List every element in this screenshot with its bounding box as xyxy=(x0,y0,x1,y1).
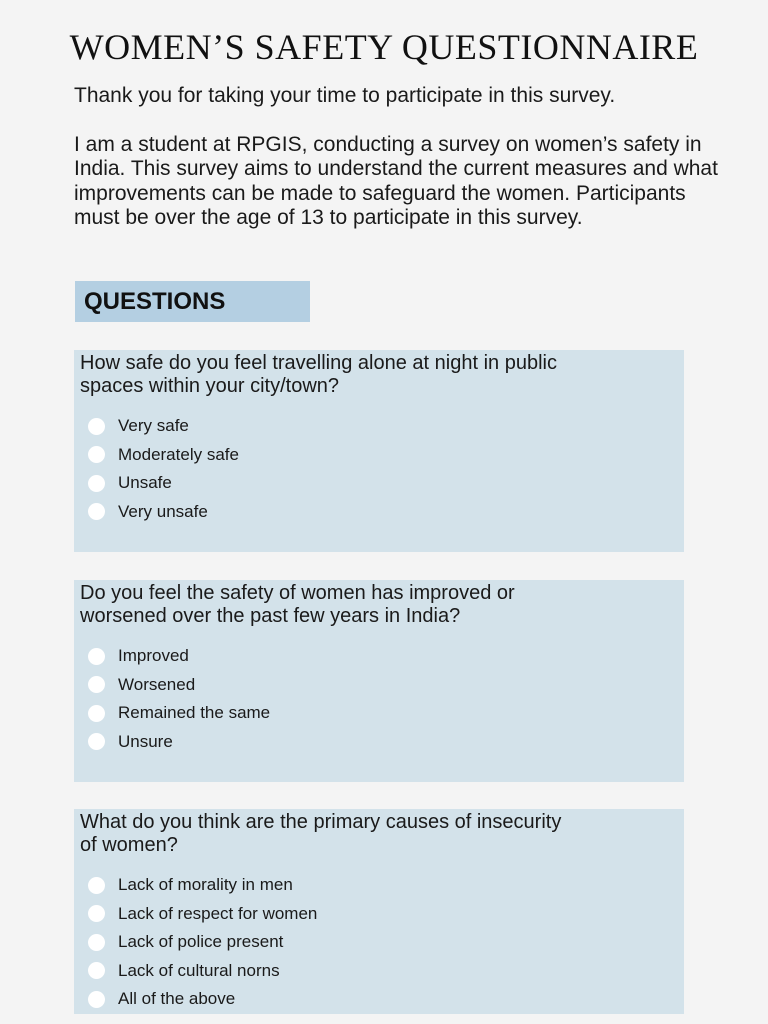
question-text: What do you think are the primary causes of insecurity of women? xyxy=(80,811,562,856)
option-label: Improved xyxy=(118,646,189,666)
radio-button[interactable] xyxy=(88,934,105,951)
option-list xyxy=(80,642,684,756)
option-label: Moderately safe xyxy=(118,444,239,464)
option-lack-of-cultural-norns[interactable] xyxy=(80,957,684,986)
option-worsened[interactable] xyxy=(80,671,684,700)
intro-thanks: Thank you for taking your time to participate in this survey. xyxy=(74,84,616,107)
option-unsure[interactable] xyxy=(80,728,684,757)
radio-button[interactable] xyxy=(88,446,105,463)
option-label: Remained the same xyxy=(118,703,271,723)
radio-button[interactable] xyxy=(88,418,105,435)
option-label: Worsened xyxy=(118,674,196,694)
option-label: Unsafe xyxy=(118,473,172,493)
radio-button[interactable] xyxy=(88,962,105,979)
radio-button[interactable] xyxy=(88,905,105,922)
option-label: Very safe xyxy=(118,416,189,436)
option-label: Unsure xyxy=(118,731,173,751)
option-label: Very unsafe xyxy=(118,501,208,521)
radio-button[interactable] xyxy=(88,648,105,665)
radio-button[interactable] xyxy=(88,705,105,722)
radio-button[interactable] xyxy=(88,503,105,520)
option-improved[interactable] xyxy=(80,642,684,671)
option-label: Lack of morality in men xyxy=(118,875,293,895)
option-label: All of the above xyxy=(118,989,236,1009)
option-label: Lack of respect for women xyxy=(118,903,318,923)
option-remained-the-same[interactable] xyxy=(80,699,684,728)
questions-heading: QUESTIONS xyxy=(75,281,310,322)
option-all-of-the-above[interactable] xyxy=(80,985,684,1014)
option-list xyxy=(80,412,684,526)
option-label: Lack of police present xyxy=(118,932,284,952)
question-card-2 xyxy=(74,580,684,782)
option-label: Lack of cultural norns xyxy=(118,960,280,980)
option-very-unsafe[interactable] xyxy=(80,498,684,527)
question-text: How safe do you feel travelling alone at night in public spaces within your city/town? xyxy=(80,352,557,397)
question-card-3 xyxy=(74,809,684,1014)
question-text: Do you feel the safety of women has improved or worsened over the past few years in India? xyxy=(80,582,515,627)
radio-button[interactable] xyxy=(88,991,105,1008)
intro-text xyxy=(74,84,734,231)
option-lack-of-police[interactable] xyxy=(80,928,684,957)
option-lack-of-morality[interactable] xyxy=(80,871,684,900)
intro-description: I am a student at RPGIS, conducting a survey on women’s safety in India. This survey aims to understand the current measures and what improvements can be made to safeguard the women. Participants must be over the age of 13 to participate in this survey. xyxy=(74,132,718,229)
radio-button[interactable] xyxy=(88,676,105,693)
option-list xyxy=(80,871,684,1014)
radio-button[interactable] xyxy=(88,877,105,894)
radio-button[interactable] xyxy=(88,475,105,492)
option-very-safe[interactable] xyxy=(80,412,684,441)
option-lack-of-respect[interactable] xyxy=(80,900,684,929)
question-card-1 xyxy=(74,350,684,552)
option-unsafe[interactable] xyxy=(80,469,684,498)
option-moderately-safe[interactable] xyxy=(80,441,684,470)
page-title: WOMEN’S SAFETY QUESTIONNAIRE xyxy=(69,27,699,67)
radio-button[interactable] xyxy=(88,733,105,750)
